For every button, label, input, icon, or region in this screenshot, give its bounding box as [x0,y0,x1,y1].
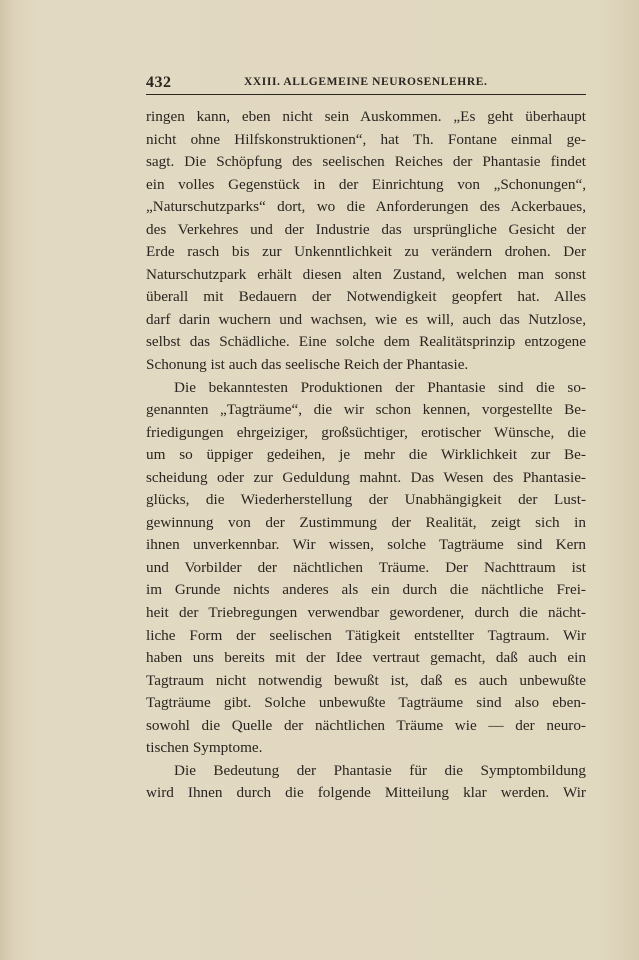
page-header [146,74,586,94]
text-line: Schonung ist auch das seelische Reich der Phantasie. [146,356,469,374]
text-line: tischen Symptome. [146,739,263,757]
text-line: Die bekanntesten Produktionen der Phantasie sind die so- [174,378,586,396]
text-line: genannten „Tagträume“, die wir schon kennen, vorgestellte Be- [146,401,586,419]
text-line: heit der Triebregungen verwendbar gewordener, durch die nächt- [146,604,586,622]
text-line: gewinnung von der Zustimmung der Realität, zeigt sich in [146,513,586,531]
text-line: ihnen unverkennbar. Wir wissen, solche Tagträume sind Kern [146,536,586,554]
text-line: des Verkehres und der Industrie das ursprüngliche Gesicht der [146,220,586,238]
text-line: Tagträume gibt. Solche unbewußte Tagträume sind also eben- [146,694,586,712]
text-line: Erde rasch bis zur Unkenntlichkeit zu verändern drohen. Der [146,243,586,261]
text-line: und Vorbilder der nächtlichen Träume. Der Nachttraum ist [146,558,586,576]
text-line: sagt. Die Schöpfung des seelischen Reiches der Phantasie findet [146,153,586,171]
text-line: glücks, die Wiederherstellung der Unabhängigkeit der Lust- [146,491,586,509]
text-line: „Naturschutzparks“ dort, wo die Anforderungen des Ackerbaues, [146,198,586,216]
text-line: Die Bedeutung der Phantasie für die Symptombildung [174,761,586,779]
text-line: liche Form der seelischen Tätigkeit entstellter Tagtraum. Wir [146,626,586,644]
text-line: friedigungen ehrgeiziger, großsüchtiger, erotischer Wünsche, die [146,423,586,441]
text-line: ein volles Gegenstück in der Einrichtung von „Schonungen“, [146,175,586,193]
text-line: Tagtraum nicht notwendig bewußt ist, daß es auch unbewußte [146,671,586,689]
text-line: wird Ihnen durch die folgende Mitteilung klar werden. Wir [146,784,586,802]
text-line: haben uns bereits mit der Idee vertraut gemacht, daß auch ein [146,649,586,667]
text-line: Naturschutzpark erhält diesen alten Zustand, welchen man sonst [146,265,586,283]
header-rule [146,94,586,95]
running-head: XXIII. ALLGEMEINE NEUROSENLEHRE. [244,76,488,88]
text-line: überall mit Bedauern der Notwendigkeit geopfert hat. Alles [146,288,586,306]
text-line: sowohl die Quelle der nächtlichen Träume wie — der neuro- [146,716,586,734]
body-text [146,106,586,805]
text-line: ringen kann, eben nicht sein Auskommen. „Es geht überhaupt [146,108,586,125]
text-line: scheidung oder zur Geduldung mahnt. Das Wesen des Phantasie- [146,468,586,486]
text-line: um so üppiger gedeihen, je mehr die Wirklichkeit zur Be- [146,446,586,464]
text-line: selbst das Schädliche. Eine solche dem Realitätsprinzip entzogene [146,333,586,351]
text-line: darf darin wuchern und wachsen, wie es will, auch das Nutzlose, [146,310,586,328]
text-line: nicht ohne Hilfskonstruktionen“, hat Th. Fontane einmal ge- [146,130,586,148]
page-number: 432 [146,74,172,91]
text-line: im Grunde nichts anderes als ein durch die nächtliche Frei- [146,581,586,599]
